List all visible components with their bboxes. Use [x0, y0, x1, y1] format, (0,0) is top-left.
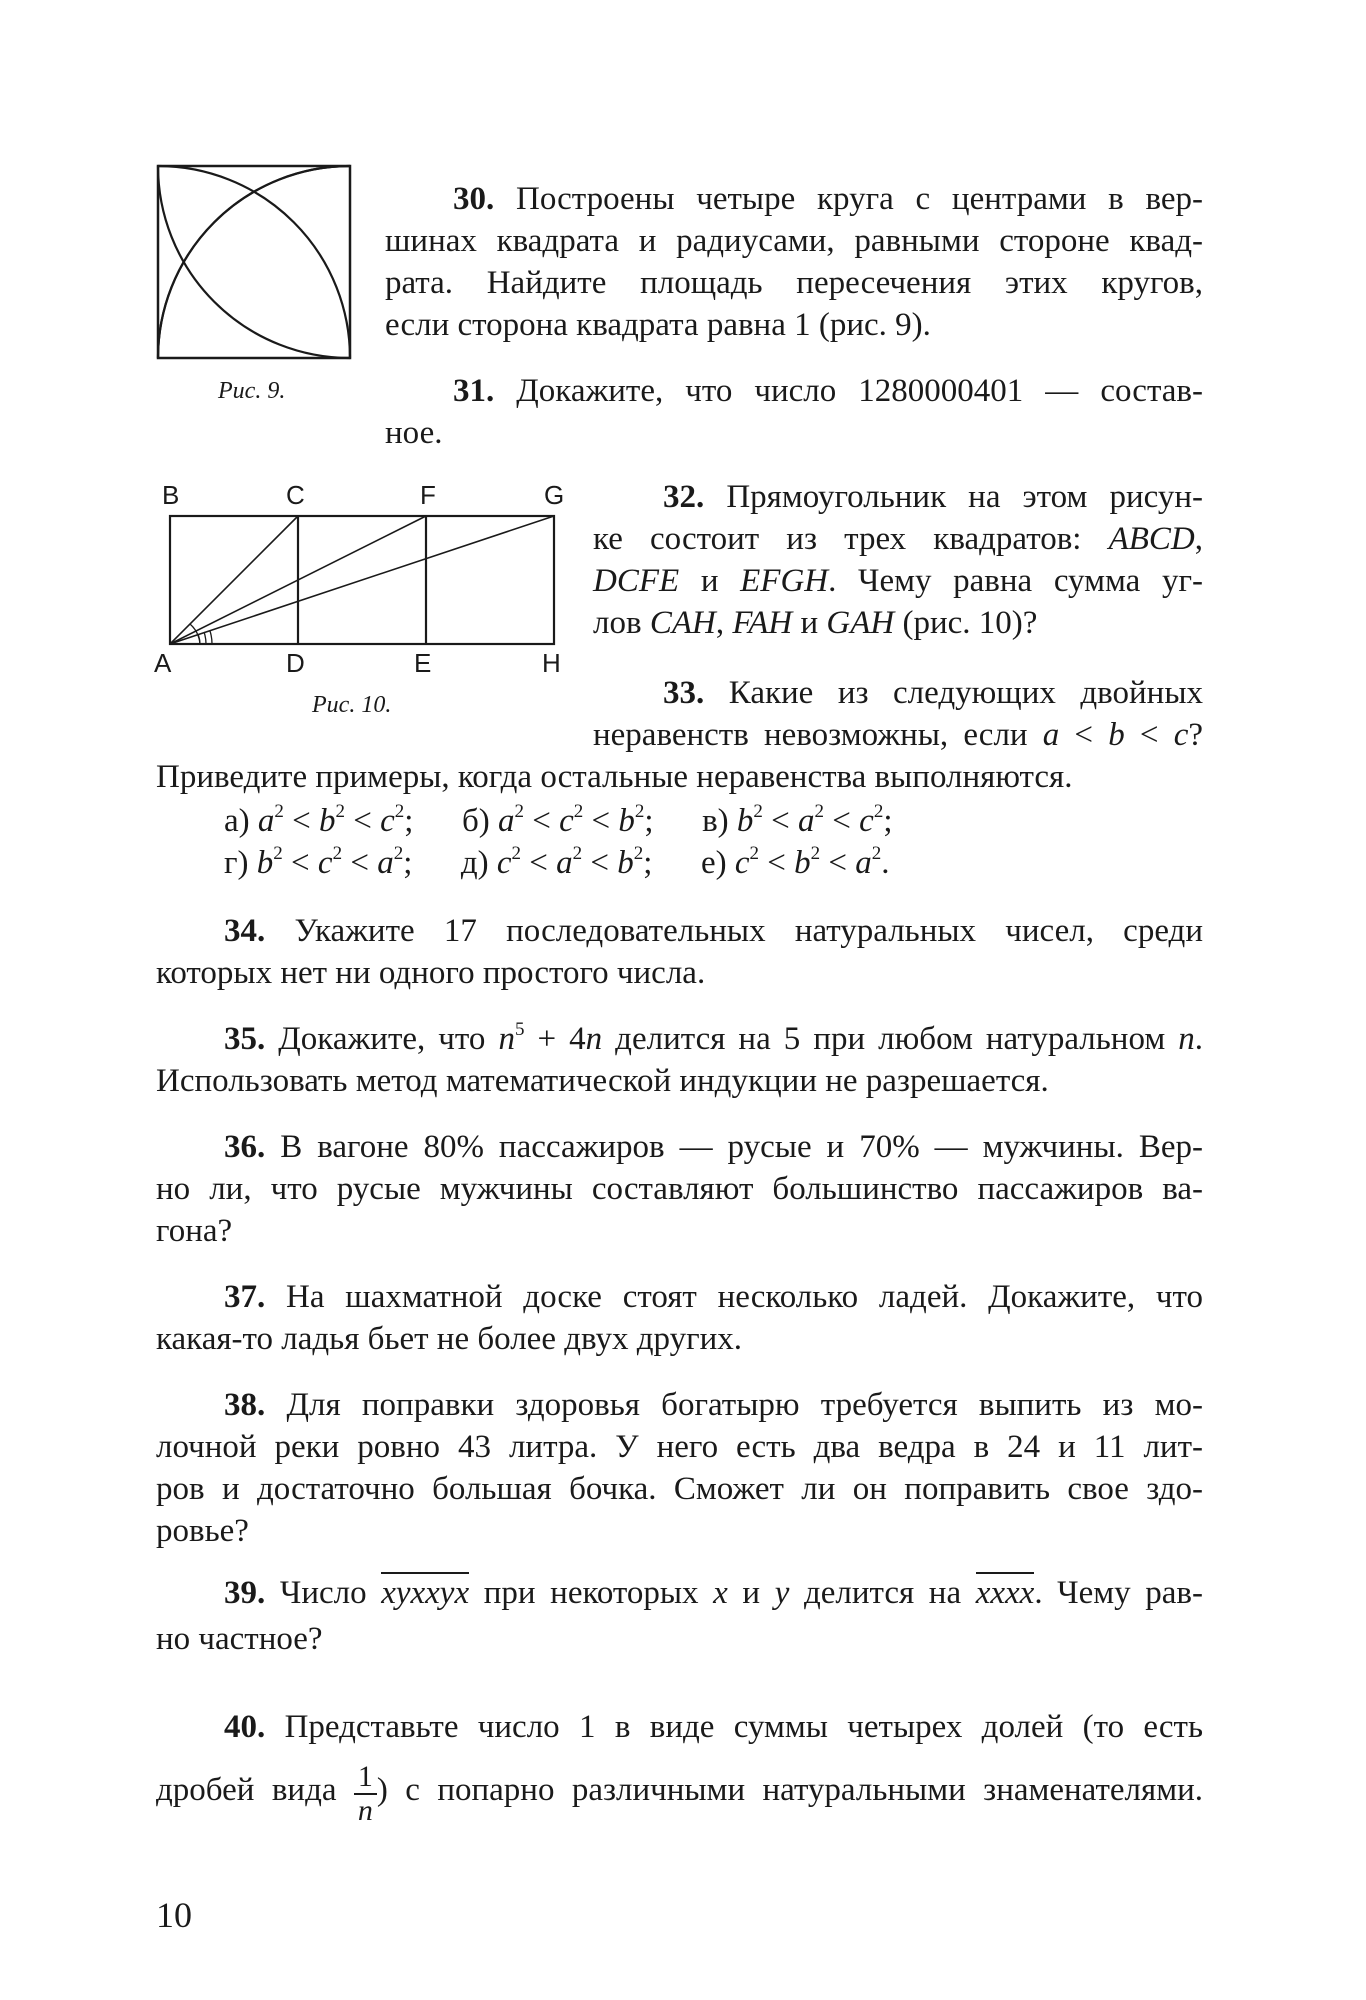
problem-35 [156, 1018, 1203, 1102]
overlined-xxxx: xxxx [976, 1572, 1035, 1608]
problem-35-number: 35. [224, 1021, 266, 1057]
figure-10-label-a: A [154, 648, 172, 678]
problem-40-number: 40. [224, 1709, 266, 1745]
option-e: е) $c^2 < b^2 < a^2$. [700, 843, 890, 881]
problem-32-line-4: лов CAH, FAH и GAH (рис. 10)? [593, 605, 1038, 641]
problem-36-line-2: но ли, что русые мужчины составляют большинство пассажиров ва- [156, 1171, 1203, 1207]
figure-10-caption: Рис. 10. [312, 692, 392, 718]
problem-38-line-2: лочной реки ровно 43 литра. У него есть два ведра в 24 и 11 лит- [156, 1429, 1203, 1465]
problem-31-line-2: ное. [385, 415, 443, 451]
problem-32-number: 32. [663, 479, 705, 515]
figure-9-square-arcs [156, 164, 352, 360]
problem-38-number: 38. [224, 1387, 266, 1423]
problem-32-line-1: Прямоугольник на этом рисун- [726, 479, 1203, 515]
problem-38-line-4: ровье? [156, 1513, 249, 1549]
figure-10-label-f: F [420, 480, 436, 510]
option-b: б) $a^2 < c^2 < b^2$; [461, 801, 654, 839]
problem-33-options-row-2 [224, 842, 1203, 884]
problem-37-line-1: На шахматной доске стоят несколько ладей. Докажите, что [286, 1279, 1203, 1315]
problem-33-options-row-1 [224, 800, 1203, 842]
problem-38 [156, 1384, 1203, 1552]
figure-10-label-e: E [414, 648, 432, 678]
problem-35-line-1: 35. Докажите, что $n^5 + 4n$ делится на 5 при любом натуральном n. [224, 1019, 1203, 1057]
problem-33-line-1: Какие из следующих двойных [728, 675, 1203, 711]
figure-10-label-d: D [286, 648, 305, 678]
problem-36-line-1: В вагоне 80% пассажиров — русые и 70% — мужчины. Вер- [280, 1129, 1203, 1165]
problem-37-line-2: какая-то ладья бьет не более двух других. [156, 1321, 743, 1357]
figure-10-label-h: H [542, 648, 561, 678]
problem-36 [156, 1126, 1203, 1252]
problem-34-line-2: которых нет ни одного простого числа. [156, 955, 706, 991]
figure-9-caption: Рис. 9. [218, 378, 286, 404]
problem-39-line-1: 39. Число xyxxyx при некоторых x и y делится на xxxx. Чему рав- [156, 1572, 1203, 1618]
problem-39 [156, 1572, 1203, 1660]
problem-34-number: 34. [224, 913, 266, 949]
problem-36-number: 36. [224, 1129, 266, 1165]
problem-31 [385, 370, 1203, 454]
problem-30-line-4: если сторона квадрата равна 1 (рис. 9). [385, 307, 931, 343]
problem-37 [156, 1276, 1203, 1360]
option-a: а) $a^2 < b^2 < c^2$; [224, 801, 414, 839]
problem-30 [385, 178, 1203, 346]
problem-39-line-2: но частное? [156, 1621, 323, 1657]
problem-31-number: 31. [453, 373, 495, 409]
fraction-one-over-n: $\frac{1}{n}$ [354, 1761, 377, 1827]
problem-30-line-3: рата. Найдите площадь пересечения этих кругов, [385, 265, 1203, 301]
problem-32-line-3: DCFE и EFGH. Чему равна сумма уг- [593, 563, 1203, 599]
problem-38-line-1: Для поправки здоровья богатырю требуется выпить из мо- [286, 1387, 1203, 1423]
problem-39-number: 39. [224, 1575, 266, 1611]
problem-38-line-3: ров и достаточно большая бочка. Сможет ли он поправить свое здо- [156, 1471, 1203, 1507]
problem-32-line-2: ке состоит из трех квадратов: ABCD, [593, 521, 1203, 557]
problem-34-line-1: Укажите 17 последовательных натуральных чисел, среди [294, 913, 1203, 949]
problem-35-line-2: Использовать метод математической индукции не разрешается. [156, 1063, 1049, 1099]
option-g: г) $b^2 < c^2 < a^2$; [224, 843, 413, 881]
problem-40-line-2: дробей вида $\frac{1}{n}$ ) с попарно различными натуральными знаменателями. [156, 1760, 1203, 1828]
problem-33-line-2: неравенств невозможны, если a < b < c? [593, 717, 1203, 753]
figure-10-label-g: G [544, 480, 565, 510]
option-d: д) $c^2 < a^2 < b^2$; [460, 843, 653, 881]
problem-31-line-1: Докажите, что число 1280000401 — состав- [516, 373, 1203, 409]
figure-10-label-b: B [162, 480, 180, 510]
option-v: в) $b^2 < a^2 < c^2$; [702, 801, 893, 839]
problem-30-number: 30. [453, 181, 495, 217]
problem-30-line-2: шинах квадрата и радиусами, равными стороне квад- [385, 223, 1203, 259]
problem-33-number: 33. [663, 675, 705, 711]
problem-40 [156, 1706, 1203, 1832]
problem-34 [156, 910, 1203, 994]
figure-10-three-squares [150, 476, 570, 678]
problem-40-line-1: Представьте число 1 в виде суммы четырех долей (то есть [284, 1709, 1203, 1745]
problem-33-continued [156, 756, 1203, 798]
figure-10-label-c: C [286, 480, 305, 510]
overlined-xyxxyx: xyxxyx [381, 1572, 469, 1608]
problem-37-number: 37. [224, 1279, 266, 1315]
problem-32 [593, 476, 1203, 644]
problem-30-line-1: Построены четыре круга с центрами в вер- [516, 181, 1203, 217]
problem-36-line-3: гона? [156, 1213, 233, 1249]
problem-33-line-3: Приведите примеры, когда остальные неравенства выполняются. [156, 759, 1073, 795]
page-number: 10 [156, 1895, 192, 1935]
problem-33 [593, 672, 1203, 756]
